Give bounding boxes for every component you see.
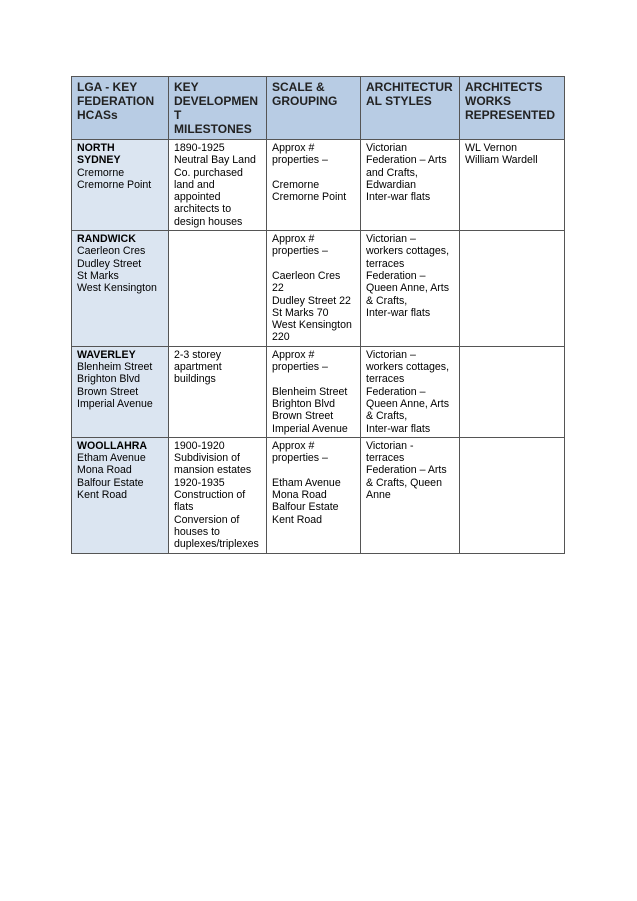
scale-line: St Marks 70 <box>272 306 329 319</box>
scale-line: Kent Road <box>272 513 323 526</box>
table-body <box>72 140 565 554</box>
milestone-line: Subdivision of <box>174 452 240 465</box>
federation-hcas-table <box>71 76 565 554</box>
header-line: KEY <box>174 80 199 94</box>
style-line: & Crafts, <box>366 294 408 307</box>
scale-line: 22 <box>272 282 284 295</box>
milestone-line: 1900-1920 <box>174 439 225 452</box>
cell-lga <box>72 346 169 437</box>
lga-name: NORTH <box>77 142 115 154</box>
style-line: & Crafts, <box>366 410 408 423</box>
scale-line: Cremorne Point <box>272 191 347 204</box>
style-line: Victorian – <box>366 233 416 246</box>
hca-name: Cremorne Point <box>77 178 152 191</box>
hca-name: Imperial Avenue <box>77 397 153 410</box>
lga-name: RANDWICK <box>77 233 136 246</box>
cell-scale <box>267 140 361 231</box>
header-milestones <box>169 77 267 140</box>
scale-line: Brighton Blvd <box>272 397 336 410</box>
header-line: ARCHITECTS <box>465 80 543 94</box>
scale-line: 220 <box>272 331 290 344</box>
milestone-line: mansion estates <box>174 464 252 477</box>
table-row <box>72 437 565 553</box>
hca-name: Kent Road <box>77 489 128 502</box>
hca-name: St Marks <box>77 269 119 282</box>
cell-lga <box>72 231 169 347</box>
cell-styles <box>361 437 460 553</box>
header-line: REPRESENTED <box>465 108 556 122</box>
blank-line <box>272 464 355 476</box>
cell-architects <box>460 231 565 347</box>
scale-line: Approx # <box>272 439 315 452</box>
header-line: T MILESTONES <box>174 108 252 136</box>
style-line: workers cottages, <box>366 361 450 374</box>
hca-name: Etham Avenue <box>77 452 146 465</box>
cell-scale <box>267 346 361 437</box>
cell-architects <box>460 346 565 437</box>
header-architects <box>460 77 565 140</box>
cell-scale <box>267 231 361 347</box>
style-line: Federation – <box>366 385 426 398</box>
header-line: ARCHITECTUR <box>366 80 453 94</box>
header-line: AL STYLES <box>366 94 432 108</box>
cell-lga <box>72 140 169 231</box>
cell-scale <box>267 437 361 553</box>
table-row <box>72 231 565 347</box>
hca-name: West Kensington <box>77 282 157 295</box>
blank-line <box>272 167 355 179</box>
header-scale <box>267 77 361 140</box>
hca-name: Brown Street <box>77 385 139 398</box>
style-line: terraces <box>366 373 405 386</box>
cell-milestones <box>169 346 267 437</box>
cell-styles <box>361 231 460 347</box>
blank-line <box>272 373 355 385</box>
hca-name: Caerleon Cres <box>77 245 146 258</box>
style-line: & Crafts, Queen <box>366 476 442 489</box>
scale-line: Approx # <box>272 348 315 361</box>
style-line: Victorian - <box>366 439 414 452</box>
header-line: GROUPING <box>272 94 338 108</box>
hca-name: Brighton Blvd <box>77 373 141 386</box>
style-line: Federation – Arts <box>366 154 447 167</box>
cell-styles <box>361 346 460 437</box>
table-header-row <box>72 77 565 140</box>
scale-line: properties – <box>272 361 328 374</box>
hca-name: Blenheim Street <box>77 361 153 374</box>
milestone-line: houses to <box>174 525 220 538</box>
hca-name: Dudley Street <box>77 257 142 270</box>
header-line: SCALE & <box>272 80 325 94</box>
style-line: Inter-war flats <box>366 422 431 435</box>
style-line: Queen Anne, Arts <box>366 282 450 295</box>
milestone-line: appointed <box>174 191 221 204</box>
header-styles <box>361 77 460 140</box>
hca-name: Cremorne <box>77 166 125 179</box>
milestone-line: flats <box>174 501 194 514</box>
scale-line: Brown Street <box>272 410 334 423</box>
milestone-line: design houses <box>174 215 243 228</box>
cell-milestones <box>169 140 267 231</box>
milestone-line: Conversion of <box>174 513 240 526</box>
architect-name: William Wardell <box>465 154 538 167</box>
header-line: LGA - KEY <box>77 80 138 94</box>
scale-line: Caerleon Cres <box>272 269 341 282</box>
scale-line: properties – <box>272 245 328 258</box>
style-line: and Crafts, <box>366 166 418 179</box>
style-line: Anne <box>366 489 391 502</box>
style-line: workers cottages, <box>366 245 450 258</box>
cell-styles <box>361 140 460 231</box>
header-line: WORKS <box>465 94 511 108</box>
cell-milestones <box>169 437 267 553</box>
scale-line: Dudley Street 22 <box>272 294 351 307</box>
milestone-line: land and <box>174 178 215 191</box>
style-line: Inter-war flats <box>366 306 431 319</box>
scale-line: properties – <box>272 154 328 167</box>
milestone-line: 2-3 storey <box>174 348 222 361</box>
cell-milestones <box>169 231 267 347</box>
lga-name: WOOLLAHRA <box>77 439 148 452</box>
header-line: HCASs <box>77 108 118 122</box>
style-line: Queen Anne, Arts <box>366 397 450 410</box>
milestone-line: 1890-1925 <box>174 142 225 154</box>
scale-line: Cremorne <box>272 178 320 191</box>
blank-line <box>272 258 355 270</box>
scale-line: West Kensington <box>272 319 352 332</box>
hca-name: Mona Road <box>77 464 132 477</box>
scale-line: properties – <box>272 452 328 465</box>
lga-name: SYDNEY <box>77 154 121 167</box>
table-row <box>72 140 565 231</box>
hca-name: Balfour Estate <box>77 476 144 489</box>
milestone-line: duplexes/triplexes <box>174 538 259 551</box>
style-line: Victorian <box>366 142 408 154</box>
lga-name: WAVERLEY <box>77 348 136 361</box>
table-row <box>72 346 565 437</box>
style-line: Victorian – <box>366 348 416 361</box>
scale-line: Balfour Estate <box>272 501 339 514</box>
header-line: DEVELOPMEN <box>174 94 259 108</box>
cell-architects <box>460 140 565 231</box>
milestone-line: Construction of <box>174 489 246 502</box>
header-line: FEDERATION <box>77 94 155 108</box>
milestone-line: Neutral Bay Land <box>174 154 256 167</box>
architect-name: WL Vernon <box>465 142 518 154</box>
scale-line: Approx # <box>272 142 315 154</box>
milestone-line: apartment <box>174 361 222 374</box>
style-line: terraces <box>366 257 405 270</box>
scale-line: Imperial Avenue <box>272 422 348 435</box>
style-line: Federation – <box>366 269 426 282</box>
milestone-line: architects to <box>174 203 232 216</box>
scale-line: Etham Avenue <box>272 476 341 489</box>
header-lga <box>72 77 169 140</box>
milestone-line: Co. purchased <box>174 166 243 179</box>
cell-lga <box>72 437 169 553</box>
scale-line: Blenheim Street <box>272 385 348 398</box>
scale-line: Mona Road <box>272 489 327 502</box>
scale-line: Approx # <box>272 233 315 246</box>
style-line: terraces <box>366 452 405 465</box>
milestone-line: 1920-1935 <box>174 476 225 489</box>
cell-architects <box>460 437 565 553</box>
style-line: Federation – Arts <box>366 464 447 477</box>
milestone-line: buildings <box>174 373 216 386</box>
style-line: Inter-war flats <box>366 191 431 204</box>
style-line: Edwardian <box>366 178 417 191</box>
